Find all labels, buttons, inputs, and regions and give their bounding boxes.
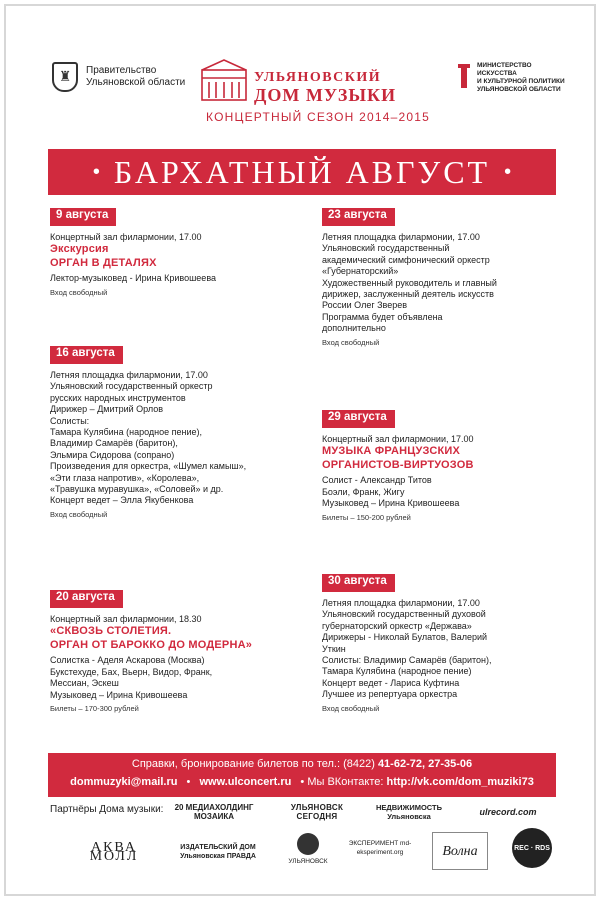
eksperiment-logo: ЭКСПЕРИМЕНТ md-eksperiment.org [348,840,412,856]
column-icon [458,62,472,92]
venue: Летняя площадка филармонии, 17.00 [322,232,480,242]
ulrecord-logo: ulrecord.com [479,806,537,817]
vk-link[interactable]: http://vk.com/dom_muziki73 [386,776,534,788]
coat-of-arms-icon: ♜ [52,62,78,92]
event-line: России Олег Зверев [322,300,408,311]
date-badge: 30 августа [322,574,395,592]
event-line: Солисты: [50,415,90,426]
org-name: УЛЬЯНОВСКИЙ ДОМ МУЗЫКИ [254,70,397,105]
date-badge: 23 августа [322,208,395,226]
event-line: Лектор-музыковед - Ирина Кривошеева [50,273,216,284]
event-line: Тамара Кулябина (народное пение), [50,427,203,438]
website-link[interactable]: www.ulconcert.ru [199,776,292,788]
date-badge: 29 августа [322,410,395,428]
links-line: dommuzyki@mail.ru • www.ulconcert.ru • Мы ВКонтакте: http://vk.com/dom_muziki73 [70,776,534,788]
bullet-icon: • [504,160,512,183]
ticket-note: Вход свободный [50,287,108,297]
event-line: Музыковед – Ирина Кривошеева [50,689,188,700]
venue: Концертный зал филармонии, 18.30 [50,614,202,624]
date-badge: 20 августа [50,590,123,608]
event-line: «Эти глаза напротив», «Королева», [50,472,200,483]
building-icon [200,58,248,102]
festival-banner [48,149,556,195]
event-line: Произведения для оркестра, «Шумел камыш», [50,461,247,472]
event-line: Ульяновский государственный духовой [322,609,486,620]
event-title: МУЗЫКА ФРАНЦУЗСКИХ [322,445,461,458]
event-title: ОРГАНИСТОВ-ВИРТУОЗОВ [322,458,474,471]
government-logo [52,62,185,92]
event-aug9 [50,208,216,298]
event-line: дирижер, заслуженный деятель искусств [322,289,494,300]
event-aug16 [50,346,246,520]
event-line: Ульяновский государственный [322,243,450,254]
venue: Концертный зал филармонии, 17.00 [322,434,474,444]
event-line: Дирижеры - Николай Булатов, Валерий [322,632,488,643]
tv-icon [295,831,321,857]
event-line: Программа будет объявлена [322,311,443,322]
venue: Летняя площадка филармонии, 17.00 [322,598,480,608]
event-line: Уткин [322,643,346,654]
event-line: Владимир Самарёв (баритон), [50,438,178,449]
event-line: Музыковед – Ирина Кривошеева [322,498,460,509]
poster [4,4,596,896]
event-line: Художественный руководитель и главный [322,277,497,288]
ministry-text: МИНИСТЕРСТВО ИСКУССТВА И КУЛЬТУРНОЙ ПОЛИТИКИ УЛЬЯНОВСКОЙ ОБЛАСТИ [477,62,565,93]
event-aug30 [322,574,492,714]
event-line: «Губернаторский» [322,266,399,277]
date-badge: 9 августа [50,208,116,226]
season-label: КОНЦЕРТНЫЙ СЕЗОН 2014–2015 [206,110,430,124]
akva-moll-logo: АКВА МОЛЛ [89,840,139,864]
ministry-logo [458,62,573,94]
date-badge: 16 августа [50,346,123,364]
event-aug23 [322,208,497,348]
event-line: академический симфонический оркестр [322,254,490,265]
ulyanovsk-tv-logo: УЛЬЯНОВСК [288,824,328,872]
event-line: «Травушка муравушка», «Соловей» и др. [50,484,224,495]
ticket-note: Вход свободный [322,337,380,347]
event-line: Солист - Александр Титов [322,475,432,486]
event-line: Концерт ведет – Элла Якубенкова [50,495,194,506]
venue: Концертный зал филармонии, 17.00 [50,232,202,242]
government-text: Правительство Ульяновской области [86,65,186,88]
event-line: Тамара Кулябина (народное пение) [322,666,472,677]
nedvizhimost-logo: НЕДВИЖИМОСТЬ Ульяновска [375,803,443,821]
volna-logo: Волна [432,832,488,870]
ulyanovsk-segodnya-logo: УЛЬЯНОВСК СЕГОДНЯ [290,803,344,821]
event-title: Экскурсия [50,243,109,256]
partners-label: Партнёры Дома музыки: [50,804,164,815]
rec-rds-logo: REC · RDS [512,828,552,868]
ticket-note: Вход свободный [322,703,380,713]
event-line: Букстехуде, Бах, Вьерн, Видор, Франк, [50,666,213,677]
header [6,6,594,146]
email-link[interactable]: dommuzyki@mail.ru [70,776,178,788]
event-line: Эльмира Сидорова (сопрано) [50,449,175,460]
event-line: Дирижер – Дмитрий Орлов [50,404,164,415]
event-aug29 [322,410,474,523]
event-line: русских народных инструментов [50,392,186,403]
phone-line: Справки, бронирование билетов по тел.: (8422) 41-62-72, 27-35-06 [131,758,473,770]
ulyanovskaya-pravda-logo: ИЗДАТЕЛЬСКИЙ ДОМ Ульяновская ПРАВДА [180,844,256,860]
event-line: дополнительно [322,323,386,334]
event-aug20 [50,590,252,714]
event-line: Боэли, Франк, Жигу [322,486,405,497]
event-line: губернаторский оркестр «Держава» [322,620,472,631]
ticket-note: Билеты – 150-200 рублей [322,512,411,522]
event-title: ОРГАН ОТ БАРОККО ДО МОДЕРНА» [50,638,253,651]
phone-numbers[interactable]: 41-62-72, 27-35-06 [377,758,473,770]
mozaika-logo: 20 МЕДИАХОЛДИНГ МОЗАИКА [174,803,254,821]
event-line: Лучшее из репертуара оркестра [322,689,458,700]
contact-bar [48,753,556,797]
event-line: Солистка - Аделя Аскарова (Москва) [50,655,205,666]
event-line: Солисты: Владимир Самарёв (баритон), [322,655,492,666]
ticket-note: Билеты – 170-300 рублей [50,704,139,714]
festival-title: БАРХАТНЫЙ АВГУСТ [113,153,491,190]
venue: Летняя площадка филармонии, 17.00 [50,370,208,380]
event-line: Ульяновский государственный оркестр [50,381,213,392]
bullet-icon: • [92,160,100,183]
event-title: ОРГАН В ДЕТАЛЯХ [50,256,157,269]
event-line: Концерт ведет - Лариса Куфтина [322,677,460,688]
dom-muzyki-logo [200,54,436,134]
ticket-note: Вход свободный [50,509,108,519]
event-line: Мессиан, Эскеш [50,678,119,689]
event-title: «СКВОЗЬ СТОЛЕТИЯ. [50,625,172,638]
